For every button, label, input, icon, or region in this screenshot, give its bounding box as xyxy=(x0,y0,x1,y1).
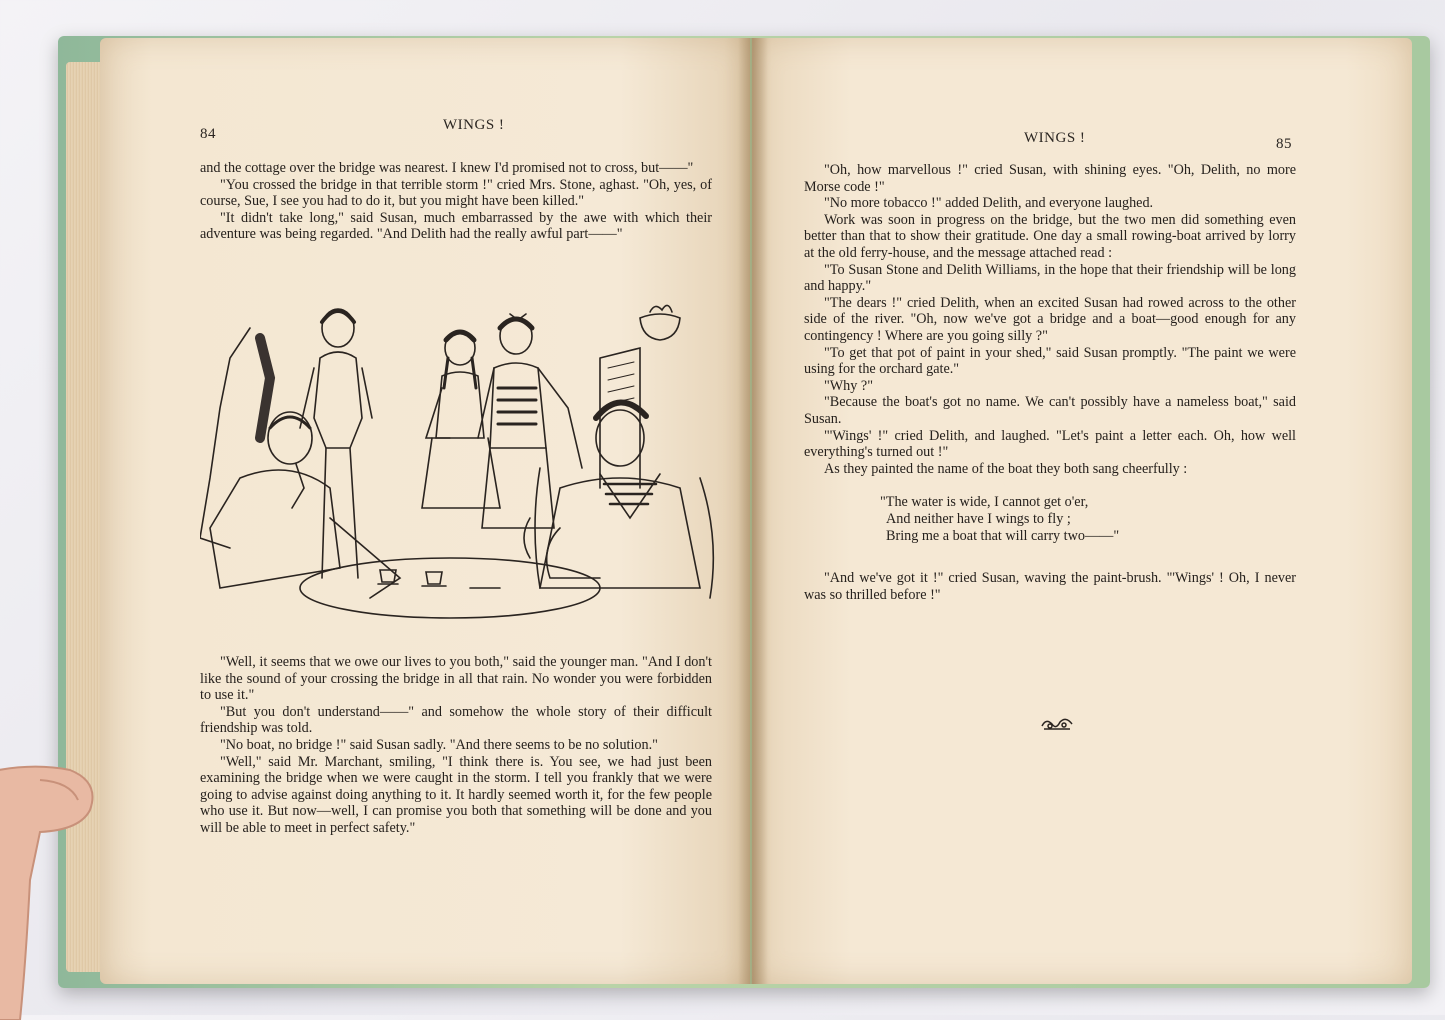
ornament-icon xyxy=(1040,716,1074,732)
paragraph: "And we've got it !" cried Susan, waving the paint-brush. "'Wings' ! Oh, I never was so thrilled before !" xyxy=(804,570,1296,603)
paragraph: "Well," said Mr. Marchant, smiling, "I think there is. You see, we had just been examining the bridge when we were caught in the storm. I tell you frankly that we were going to advise against doing anything to it. It hardly seemed worth it, for the few people who use it. But now—well, I can promise you both that something will be done and you will be able to meet in perfect safety." xyxy=(200,753,712,836)
right-page-number: 85 xyxy=(1276,136,1292,152)
paragraph: "Oh, how marvellous !" cried Susan, with shining eyes. "Oh, Delith, no more Morse code !" xyxy=(804,162,1296,195)
hand xyxy=(0,760,100,1020)
right-closing-text xyxy=(804,570,1296,603)
paragraph: "Well, it seems that we owe our lives to you both," said the younger man. "And I don't like the sound of your crossing the bridge in all that rain. No wonder you were forbidden to use it." xyxy=(200,654,712,704)
paragraph: "To get that pot of paint in your shed," said Susan promptly. "The paint we were using for the orchard gate." xyxy=(804,344,1296,378)
book-gutter xyxy=(738,38,768,984)
paragraph: As they painted the name of the boat they both sang cheerfully : xyxy=(824,460,1188,477)
paragraph: "No more tobacco !" added Delith, and everyone laughed. xyxy=(824,195,1154,212)
right-running-head: WINGS ! xyxy=(1024,130,1086,146)
left-running-head: WINGS ! xyxy=(443,117,505,133)
verse-line: "The water is wide, I cannot get o'er, xyxy=(880,494,1089,510)
paragraph: "To Susan Stone and Delith Williams, in the hope that their friendship will be long and happy." xyxy=(804,261,1296,295)
left-page-number: 84 xyxy=(200,126,216,142)
verse-line: And neither have I wings to fly ; xyxy=(886,511,1071,527)
story-illustration xyxy=(200,288,736,642)
paragraph: "You crossed the bridge in that terrible storm !" cried Mrs. Stone, aghast. "Oh, yes, of course, Sue, I see you had to do it, but you might have been killed." xyxy=(200,176,712,210)
paragraph: and the cottage over the bridge was nearest. I knew I'd promised not to cross, but——" xyxy=(200,160,694,176)
paragraph: "'Wings' !" cried Delith, and laughed. "Let's paint a letter each. Oh, how well everything's turned out !" xyxy=(804,427,1296,461)
left-bottom-text xyxy=(200,654,712,837)
paragraph: "But you don't understand——" and somehow the whole story of their difficult friendship was told. xyxy=(200,703,712,737)
right-top-text xyxy=(804,162,1296,477)
verse-line: Bring me a boat that will carry two——" xyxy=(886,528,1120,544)
left-top-text xyxy=(200,160,712,243)
song-verse xyxy=(880,494,1119,545)
paragraph: "No boat, no bridge !" said Susan sadly. "And there seems to be no solution." xyxy=(220,736,658,753)
paragraph: Work was soon in progress on the bridge, but the two men did something even better than that to show their gratitude. One day a small rowing-boat arrived by lorry at the old ferry-house, and the message attached read : xyxy=(804,211,1296,261)
paragraph: "Why ?" xyxy=(824,377,874,394)
paragraph: "Because the boat's got no name. We can't possibly have a nameless boat," said Susan. xyxy=(804,394,1296,427)
paragraph: "The dears !" cried Delith, when an excited Susan had rowed across to the other side of the river. "Oh, now we've got a bridge and a boat—good enough for any contingency ! Where are you going silly ?" xyxy=(804,294,1296,344)
paragraph: "It didn't take long," said Susan, much embarrassed by the awe with which their adventure was being regarded. "And Delith had the really awful part——" xyxy=(200,209,712,243)
